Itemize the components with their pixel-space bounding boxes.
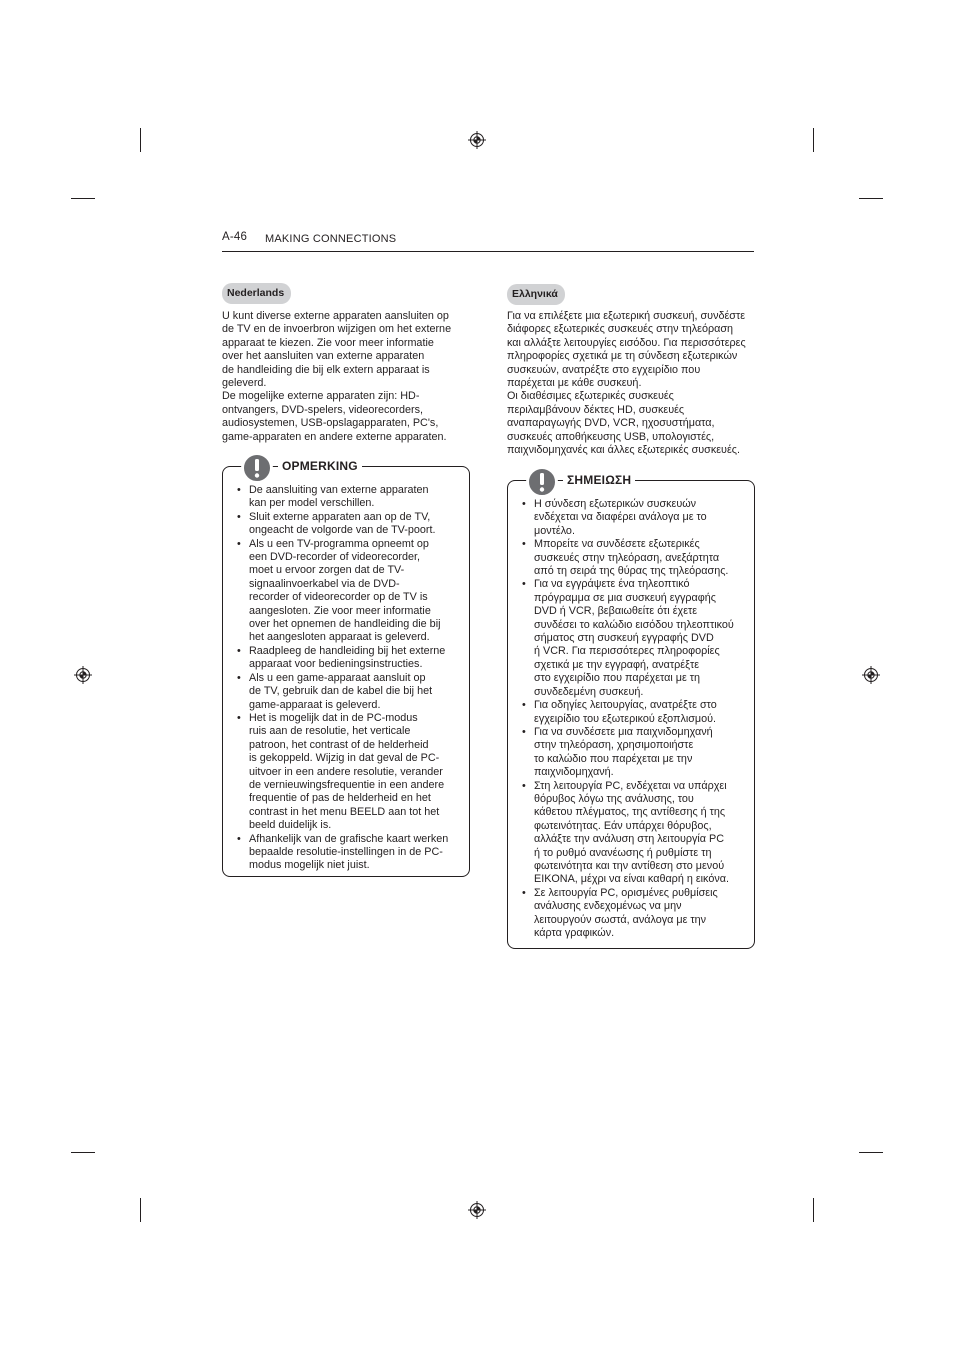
note-item-line: • Μπορείτε να συνδέσετε εξωτερικές	[534, 538, 700, 551]
crop-mark	[859, 198, 883, 199]
intro-line: de TV en de invoerbron wijzigen om het externe	[222, 323, 452, 336]
intro-line: game-apparaten en andere externe apparaten.	[222, 430, 447, 443]
intro-line: περιλαμβάνουν δέκτες HD, συσκευές	[507, 403, 685, 416]
note-item-line: bepaalde resolutie-instellingen in de PC-	[249, 845, 443, 858]
intro-line: De mogelijke externe apparaten zijn: HD-	[222, 390, 420, 403]
note-item-line: • Για οδηγίες λειτουργίας, ανατρέξτε στο	[534, 699, 717, 712]
note-item-line: • De aansluiting van externe apparaten	[249, 484, 429, 496]
note-item-line: • Raadpleeg de handleiding bij het externe	[249, 644, 446, 657]
note-item-line: recorder of videorecorder op de TV is	[249, 591, 428, 604]
note-item-line: over het opnemen de handleiding die bij	[249, 618, 441, 631]
exclamation-icon	[241, 452, 273, 484]
note-item-line: θόρυβος λόγω της ανάλυσης, του	[534, 792, 694, 805]
registration-mark-icon	[862, 666, 880, 684]
note-item-line: από τη σειρά της θύρας της τηλεόρασης.	[534, 565, 729, 578]
registration-mark-icon	[468, 1201, 486, 1219]
section-title: MAKING CONNECTIONS	[265, 233, 397, 245]
note-item-line: • Afhankelijk van de grafische kaart werken	[249, 832, 449, 845]
page-number: A-46	[222, 231, 248, 243]
intro-line: διάφορες εξωτερικές συσκευές στην τηλεόραση	[507, 323, 734, 336]
intro-line: πληροφορίες σχετικά με τη σύνδεση εξωτερικών	[507, 350, 738, 363]
greek-note-box	[507, 473, 755, 949]
note-item-line: signaalinvoerkabel via de DVD-	[249, 577, 400, 590]
note-item	[237, 484, 467, 511]
note-item-line: frequentie of pas de helderheid en het	[249, 792, 431, 805]
crop-mark	[813, 1198, 814, 1222]
note-item-line: ενδέχεται να διαφέρει ανάλογα με το	[534, 511, 707, 524]
intro-line: geleverd.	[222, 377, 267, 390]
note-item-line: συνδέσει το καλώδιο εισόδου τηλεοπτικού	[534, 618, 734, 631]
language-tab-dutch: Nederlands	[222, 283, 291, 304]
note-item-line: ή VCR. Για περισσότερες πληροφορίες	[534, 645, 720, 658]
note-item-line: μοντέλο.	[534, 524, 575, 537]
note-item-line: • Για να εγγράψετε ένα τηλεοπτικό	[534, 578, 690, 591]
dutch-intro-text	[222, 310, 467, 444]
note-item	[237, 645, 467, 672]
intro-line: ontvangers, DVD-spelers, videorecorders,	[222, 403, 424, 416]
note-item-line: σχετικά με την εγγραφή, ανατρέξτε	[534, 658, 700, 671]
note-item-line: • Για να συνδέσετε μια παιχνιδομηχανή	[534, 725, 713, 738]
note-item-line: contrast in het menu BEELD aan tot het	[249, 805, 440, 818]
note-item-line: • Σε λειτουργία PC, ορισμένες ρυθμίσεις	[534, 886, 718, 899]
note-item-line: • Als u een game-apparaat aansluit op	[249, 671, 426, 684]
intro-line: παιχνιδομηχανές και άλλες εξωτερικές συσκευές.	[507, 444, 740, 457]
note-item-line: de vernieuwingsfrequentie in een andere	[249, 778, 445, 791]
dutch-note-box	[222, 459, 470, 877]
note-item-line: ongeacht de volgorde van de TV-poort.	[249, 524, 436, 537]
note-item-line: • Als u een TV-programma opneemt op	[249, 537, 429, 550]
intro-line: συσκευές αποθήκευσης USB, υπολογιστές,	[507, 430, 715, 443]
note-item-line: παιχνιδομηχανή.	[534, 766, 614, 779]
note-item-line: apparaat voor bedieningsinstructies.	[249, 658, 423, 671]
note-item-line: uitvoer in een andere resolutie, verander	[249, 765, 443, 778]
note-item-line: το καλώδιο που παρέχεται με την	[534, 752, 693, 765]
note-item	[237, 712, 467, 833]
note-item-line: ή το ρυθμό ανανέωσης ή ρυθμίστε τη	[534, 846, 712, 859]
intro-line: de handleiding die bij elk extern apparaat is	[222, 363, 430, 376]
intro-line: Για να επιλέξετε μια εξωτερική συσκευή, συνδέστε	[507, 310, 746, 322]
note-item-line: modus mogelijk niet juist.	[249, 859, 370, 872]
crop-mark	[71, 1152, 95, 1153]
note-item-line: kan per model verschillen.	[249, 497, 375, 510]
note-item-line: φωτεινότητα και την αντίθεση στο μενού	[534, 859, 725, 872]
crop-mark	[813, 128, 814, 152]
crop-mark	[71, 198, 95, 199]
note-item	[237, 538, 467, 645]
note-item	[237, 833, 467, 873]
note-item-line: ruis aan de resolutie, het verticale	[249, 725, 411, 738]
note-item	[522, 699, 752, 726]
note-item	[522, 578, 752, 699]
intro-line: U kunt diverse externe apparaten aansluiten op	[222, 310, 449, 322]
note-item-line: de TV, gebruik dan de kabel die bij het	[249, 685, 433, 698]
page-header	[222, 230, 754, 252]
note-item	[522, 887, 752, 941]
note-title: OPMERKING	[278, 459, 362, 474]
note-item-line: moet u ervoor zorgen dat de TV-	[249, 564, 405, 577]
note-item	[522, 498, 752, 538]
note-item-line: een DVD-recorder of videorecorder,	[249, 551, 421, 564]
crop-mark	[859, 1152, 883, 1153]
note-item-line: game-apparaat is geleverd.	[249, 698, 381, 711]
note-item-line: patroon, het contrast of de helderheid	[249, 738, 429, 751]
exclamation-icon	[526, 466, 558, 498]
note-item-line: het aangesloten apparaat is geleverd.	[249, 631, 430, 644]
note-item	[522, 726, 752, 780]
note-item-line: aangesloten. Zie voor meer informatie	[249, 604, 431, 617]
intro-line: audiosystemen, USB-opslagapparaten, PC's,	[222, 417, 439, 430]
greek-note-list	[522, 498, 752, 940]
note-item-line: αλλάξτε την ανάλυση στη λειτουργία PC	[534, 833, 725, 846]
note-item-line: EIKONA, μέχρι να είναι καθαρή η εικόνα.	[534, 873, 729, 886]
crop-mark	[140, 128, 141, 152]
note-item-line: εγχειρίδιο του εξωτερικού εξοπλισμού.	[534, 712, 717, 725]
note-item-line: φωτεινότητας. Εάν υπάρχει θόρυβος,	[534, 819, 712, 832]
crop-mark	[140, 1198, 141, 1222]
note-item-line: beeld duidelijk is.	[249, 819, 332, 832]
intro-line: συσκευών, ανατρέξτε στο εγχειρίδιο που	[507, 363, 701, 376]
note-item	[237, 672, 467, 712]
note-item	[522, 780, 752, 887]
intro-line: παρέχεται με κάθε συσκευή.	[507, 377, 642, 390]
greek-intro-text	[507, 310, 752, 457]
note-item-line: • Στη λειτουργία PC, ενδέχεται να υπάρχει	[534, 779, 727, 792]
note-item-line: στην τηλεόραση, χρησιμοποιήστε	[534, 739, 694, 752]
note-item-line: DVD ή VCR, βεβαιωθείτε ότι έχετε	[534, 605, 698, 618]
note-item-line: • Η σύνδεση εξωτερικών συσκευών	[534, 498, 697, 510]
intro-line: apparaat te kiezen. Zie voor meer informatie	[222, 336, 434, 349]
note-item-line: κάθετου πλέγματος, της αντίθεσης ή της	[534, 806, 726, 819]
note-item-line: πρόγραμμα σε μια συσκευή εγγραφής	[534, 591, 716, 604]
note-item-line: κάρτα γραφικών.	[534, 927, 615, 939]
note-item-line: σήματος στη συσκευή εγγραφής DVD	[534, 632, 714, 645]
note-title: ΣΗΜΕΙΩΣΗ	[563, 473, 635, 488]
intro-line: αναπαραγωγής DVD, VCR, ηχοσυστήματα,	[507, 417, 715, 430]
note-item-line: • Sluit externe apparaten aan op de TV,	[249, 510, 431, 523]
note-item-line: is gekoppeld. Wijzig in dat geval de PC-	[249, 752, 440, 765]
note-item-line: συνδεδεμένη συσκευή.	[534, 685, 644, 698]
note-item-line: συσκευές στην τηλεόραση, ανεξάρτητα	[534, 551, 720, 564]
language-tab-greek: Ελληνικά	[507, 284, 565, 305]
note-item	[237, 511, 467, 538]
dutch-note-list	[237, 484, 467, 873]
intro-line: Οι διαθέσιμες εξωτερικές συσκευές	[507, 390, 674, 403]
intro-line: over het aansluiten van externe apparaten	[222, 350, 425, 363]
note-item-line: στο εγχειρίδιο που παρέχεται με τη	[534, 672, 701, 685]
registration-mark-icon	[74, 666, 92, 684]
note-item-line: ανάλυσης ενδεχομένως να μην	[534, 900, 682, 913]
note-item-line: • Het is mogelijk dat in de PC-modus	[249, 711, 418, 724]
note-item	[522, 538, 752, 578]
note-item-line: λειτουργούν σωστά, ανάλογα με την	[534, 913, 707, 926]
intro-line: και αλλάξτε λειτουργίες εισόδου. Για περισσότερες	[507, 336, 746, 349]
registration-mark-icon	[468, 131, 486, 149]
